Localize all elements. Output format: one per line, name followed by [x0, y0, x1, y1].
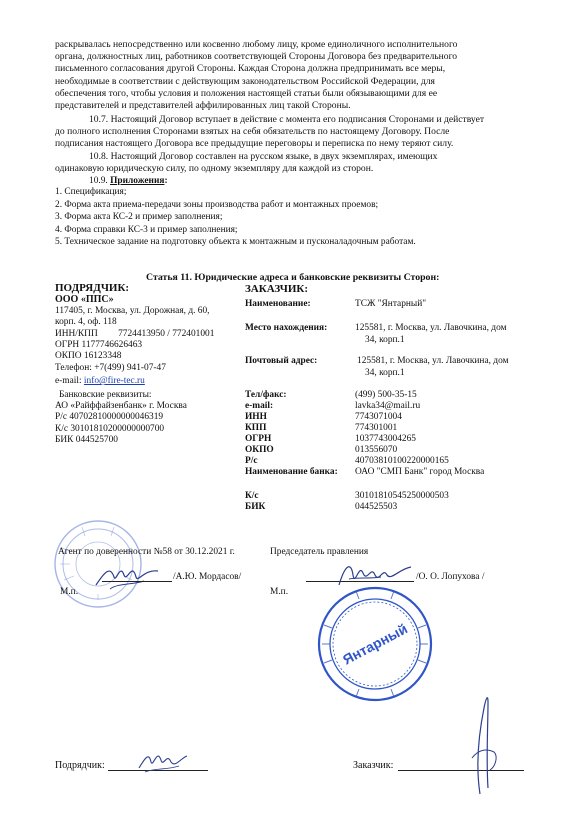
- left-name: /А.Ю. Мордасов/: [173, 572, 242, 582]
- stamp-text: Янтарный: [340, 620, 410, 668]
- left-role: Агент по доверенности №58 от 30.12.2021 г.: [58, 547, 235, 557]
- ks-label: К/с: [245, 491, 259, 501]
- appendix-item: 1. Спецификация;: [55, 187, 127, 197]
- bik-value: 044525503: [355, 502, 398, 512]
- appendix-item: 4. Форма справки КС-3 и пример заполнения;: [55, 224, 238, 235]
- inn-value: 7724413950 / 772401001: [118, 328, 215, 339]
- clause-10-8: [55, 151, 524, 175]
- bik-label: БИК: [245, 502, 266, 512]
- location-label: Место нахождения:: [245, 323, 328, 333]
- inn-label: ИНН: [245, 412, 267, 422]
- clause-line: 10.8. Настоящий Договор составлен на русском языке, в двух экземплярах, имеющих: [89, 151, 438, 162]
- contractor-heading: ПОДРЯДЧИК:: [55, 282, 130, 294]
- right-role: Председатель правления: [270, 547, 369, 557]
- rs-label: Р/с: [245, 456, 258, 466]
- postal-label: Почтовый адрес:: [245, 356, 318, 366]
- contractor-ks: К/с 30101810200000000700: [55, 423, 165, 434]
- clause-line: 10.7. Настоящий Договор вступает в действие с момента его подписания Сторонами и действует: [89, 114, 485, 125]
- postal-value: 34, корп.1: [365, 368, 405, 378]
- left-signature-line: [102, 581, 172, 582]
- contractor-phone: Телефон: +7(499) 941-07-47: [55, 362, 166, 373]
- clause-10-7: [55, 114, 524, 151]
- ogrn-label: ОГРН: [245, 434, 272, 444]
- right-name: /О. О. Лопухова /: [416, 572, 485, 582]
- bank-heading: Банковские реквизиты:: [59, 389, 152, 400]
- appendices-colon: :: [164, 176, 168, 186]
- bottom-left-label: Подрядчик:: [55, 760, 105, 771]
- contractor-inn: [55, 329, 214, 340]
- location-value: 125581, г. Москва, ул. Лавочкина, дом: [355, 323, 507, 333]
- clause-line: подписания настоящего Договора все предыдущие переговоры и переписка по нему теряют силу.: [55, 138, 454, 150]
- intro-line: органа, должностных лиц, работников соответствующей Стороны Договора без предварительного: [55, 51, 458, 63]
- kpp-value: 774301001: [355, 423, 398, 433]
- okpo-label: ОКПО: [245, 445, 274, 455]
- left-mp: М.п.: [60, 587, 79, 597]
- contractor-ogrn: ОГРН 1177746626463: [55, 340, 143, 351]
- phone-value: (499) 500-35-15: [355, 390, 417, 400]
- intro-line: обеспечения того, чтобы условия и положения настоящей статьи были обязывающими для ее: [55, 87, 438, 99]
- location-value: 34, корп.1: [365, 335, 405, 345]
- contractor-block: [55, 283, 214, 447]
- appendix-item: 3. Форма акта КС-2 и пример заполнения;: [55, 212, 223, 223]
- postal-value: 125581, г. Москва, ул. Лавочкина, дом: [357, 356, 509, 366]
- intro-line: необходимые в соответствии с действующим законодательством Российской Федерации, для: [55, 75, 435, 87]
- contractor-address: корп. 4, оф. 118: [55, 317, 117, 328]
- appendix-item: 2. Форма акта приема-передачи зоны производства работ и монтажных проемов;: [55, 199, 379, 210]
- email-link[interactable]: info@fire-tec.ru: [83, 376, 145, 387]
- appendices-list: [55, 186, 416, 249]
- contractor-bank: АО «Райффайзенбанк» г. Москва: [55, 401, 187, 412]
- intro-paragraph: [55, 39, 524, 112]
- inn-label: ИНН/КПП: [55, 328, 98, 339]
- rs-value: 40703810100220000165: [355, 456, 449, 466]
- ogrn-value: 1037743004265: [355, 434, 416, 444]
- clause-line: до полного исполнения Сторонами взятых на себя обязательств по настоящему Договору. После: [55, 126, 450, 138]
- contractor-okpo: ОКПО 16123348: [55, 351, 122, 362]
- appendix-item: 5. Техническое задание на подготовку объекта к монтажным и пусконаладочным работам.: [55, 237, 416, 248]
- email-label: e-mail:: [245, 401, 274, 411]
- kpp-label: КПП: [245, 423, 267, 433]
- bottom-right-label: Заказчик:: [353, 760, 394, 771]
- bank-value: ОАО "СМП Банк" город Москва: [355, 467, 485, 477]
- clause-number: 10.9.: [89, 176, 108, 186]
- customer-stamp: [316, 585, 434, 703]
- contractor-bik: БИК 044525700: [55, 435, 118, 446]
- customer-heading: ЗАКАЗЧИК:: [245, 283, 309, 295]
- contractor-rs: Р/с 40702810000000046319: [55, 412, 164, 423]
- name-label: Наименование:: [245, 299, 311, 309]
- contractor-name: ООО «ППС»: [55, 294, 114, 306]
- intro-line: раскрывалась непосредственно или косвенно любому лицу, кроме единоличного исполнительного: [55, 39, 458, 50]
- okpo-value: 013556070: [355, 445, 398, 455]
- intro-line: представителей и представителей аффилированных лиц такой Стороны.: [55, 100, 351, 112]
- right-mp: М.п.: [270, 587, 289, 597]
- customer-block: [245, 283, 545, 513]
- inn-value: 7743071004: [355, 412, 402, 422]
- email-label: e-mail:: [55, 376, 84, 387]
- name-value: ТСЖ "Янтарный": [355, 299, 427, 309]
- intro-line: письменного согласования другой Стороны. Каждая Сторона должна предпринимать все меры,: [55, 63, 446, 75]
- contractor-email: [55, 376, 214, 387]
- article-11-title: Статья 11. Юридические адреса и банковские реквизиты Сторон:: [146, 272, 440, 283]
- contractor-address: 117405, г. Москва, ул. Дорожная, д. 60,: [55, 305, 210, 316]
- bottom-left-initials: [135, 738, 190, 778]
- ks-value: 30101810545250000503: [355, 491, 449, 501]
- bank-label: Наименование банка:: [245, 467, 338, 477]
- clause-line: одинаковую юридическую силу, по одному экземпляру для каждой из сторон.: [55, 163, 374, 175]
- contractor-signature: [92, 555, 162, 595]
- email-value: lavka34@mail.ru: [355, 401, 421, 411]
- phone-label: Тел/факс:: [245, 390, 287, 400]
- appendices-heading: Приложения: [110, 176, 165, 186]
- bottom-right-initials: [458, 688, 508, 798]
